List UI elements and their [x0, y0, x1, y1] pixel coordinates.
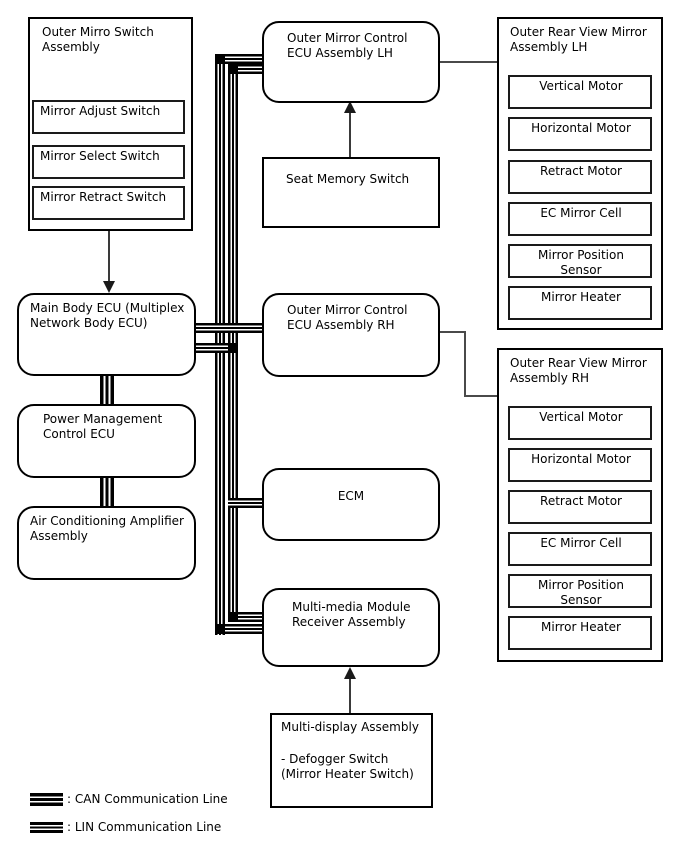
bus-corner — [228, 343, 238, 353]
title-line: Control ECU — [43, 427, 115, 441]
node-mirror-position-sensor-lh — [508, 244, 652, 278]
node-outer-rear-view-mirror-assembly-lh — [497, 17, 663, 330]
node-title — [264, 470, 438, 504]
title-line: Seat Memory Switch — [286, 172, 410, 186]
title-line: Network Body ECU) — [30, 316, 148, 330]
title-line: ECU Assembly LH — [287, 46, 393, 60]
title-line: Power Management — [43, 412, 163, 426]
node-horizontal-motor-lh — [508, 117, 652, 151]
node-power-management-control-ecu — [17, 404, 196, 478]
bus-mainbody-to-rh-ecu — [196, 323, 262, 333]
node-multimedia-module-receiver — [262, 588, 440, 667]
title-line: Outer Rear View Mirror — [510, 25, 647, 39]
node-title — [19, 295, 194, 331]
node-outer-mirror-control-ecu-rh — [262, 293, 440, 377]
node-label: EC Mirror Cell — [540, 206, 622, 220]
node-title — [264, 295, 438, 333]
node-title — [264, 159, 438, 187]
node-title — [272, 715, 431, 782]
node-label: Horizontal Motor — [531, 121, 631, 135]
title-line: Outer Rear View Mirror — [510, 356, 647, 370]
bus-powermgmt-to-acamp — [100, 478, 114, 506]
node-outer-mirror-control-ecu-lh — [262, 21, 440, 103]
node-sub-label: - Defogger Switch — [281, 752, 389, 766]
node-vertical-motor-rh — [508, 406, 652, 440]
wire-rhecu-to-rh-assembly-h1 — [440, 331, 466, 333]
title-line: Assembly LH — [510, 40, 588, 54]
title-line: Assembly — [30, 529, 88, 543]
title-line: Multi-media Module — [292, 600, 411, 614]
can-line-legend-label: : CAN Communication Line — [67, 792, 228, 806]
node-label: Mirror Adjust Switch — [40, 104, 161, 118]
node-label: Horizontal Motor — [531, 452, 631, 466]
arrow-multidisplay-to-multimedia-line — [349, 677, 351, 713]
title-line: Multi-display Assembly — [281, 720, 419, 734]
title-line: Assembly — [42, 40, 100, 54]
title-line: Outer Mirro Switch — [42, 25, 154, 39]
title-line: Outer Mirror Control — [287, 31, 408, 45]
node-horizontal-motor-rh — [508, 448, 652, 482]
node-ec-mirror-cell-rh — [508, 532, 652, 566]
node-retract-motor-lh — [508, 160, 652, 194]
node-ec-mirror-cell-lh — [508, 202, 652, 236]
node-sub-label: (Mirror Heater Switch) — [281, 767, 414, 781]
node-label: Mirror Heater — [541, 620, 621, 634]
bus-mainbody-to-powermgmt — [100, 376, 114, 404]
node-label: Mirror Retract Switch — [40, 190, 167, 204]
lin-line-legend-label: : LIN Communication Line — [67, 820, 222, 834]
node-label: Vertical Motor — [539, 410, 623, 424]
node-label: Mirror Position Sensor — [538, 248, 624, 277]
node-mirror-position-sensor-rh — [508, 574, 652, 608]
arrow-switch-to-mainbody-head — [103, 281, 115, 293]
node-title — [19, 508, 194, 544]
can-line-legend-symbol — [30, 793, 63, 806]
node-title — [264, 23, 438, 61]
node-mirror-select-switch — [32, 145, 185, 179]
node-mirror-adjust-switch — [32, 100, 185, 134]
node-label: Mirror Position Sensor — [538, 578, 624, 607]
node-mirror-heater-rh — [508, 616, 652, 650]
node-ecm — [262, 468, 440, 541]
bus-corner — [228, 64, 238, 74]
title-line: Outer Mirror Control — [287, 303, 408, 317]
arrow-seatmemory-to-lhecu-line — [349, 111, 351, 157]
node-label: Mirror Select Switch — [40, 149, 160, 163]
node-mirror-heater-lh — [508, 286, 652, 320]
node-outer-mirror-switch-assembly — [28, 17, 193, 231]
node-title — [30, 19, 191, 55]
node-label: Retract Motor — [540, 494, 622, 508]
title-line: ECM — [337, 489, 365, 503]
node-label: Vertical Motor — [539, 79, 623, 93]
node-retract-motor-rh — [508, 490, 652, 524]
node-label: Retract Motor — [540, 164, 622, 178]
node-outer-rear-view-mirror-assembly-rh — [497, 348, 663, 662]
title-line: ECU Assembly RH — [287, 318, 395, 332]
node-title — [19, 406, 194, 442]
node-title — [499, 19, 661, 55]
title-line: Main Body ECU (Multiplex — [30, 301, 185, 315]
lin-line-legend-symbol — [30, 822, 63, 833]
wire-rhecu-to-rh-assembly-v — [464, 331, 466, 397]
node-multidisplay-assembly — [270, 713, 433, 808]
title-line: Air Conditioning Amplifier — [30, 514, 184, 528]
node-title — [264, 590, 438, 630]
wire-lhecu-to-lh-assembly — [440, 61, 497, 63]
node-mirror-retract-switch — [32, 186, 185, 220]
wire-rhecu-to-rh-assembly-h2 — [464, 395, 497, 397]
node-vertical-motor-lh — [508, 75, 652, 109]
bus-branch-to-ecm — [228, 498, 263, 508]
arrow-switch-to-mainbody-line — [108, 231, 110, 283]
title-line: Assembly RH — [510, 371, 590, 385]
bus-corner — [228, 612, 238, 622]
node-label: EC Mirror Cell — [540, 536, 622, 550]
arrow-multidisplay-to-multimedia-head — [344, 667, 356, 679]
bus-corner — [215, 624, 225, 634]
node-label: Mirror Heater — [541, 290, 621, 304]
title-line: Receiver Assembly — [292, 615, 406, 629]
bus-corner — [215, 54, 225, 64]
node-main-body-ecu — [17, 293, 196, 376]
node-ac-amplifier-assembly — [17, 506, 196, 580]
node-title — [499, 350, 661, 386]
node-seat-memory-switch — [262, 157, 440, 228]
